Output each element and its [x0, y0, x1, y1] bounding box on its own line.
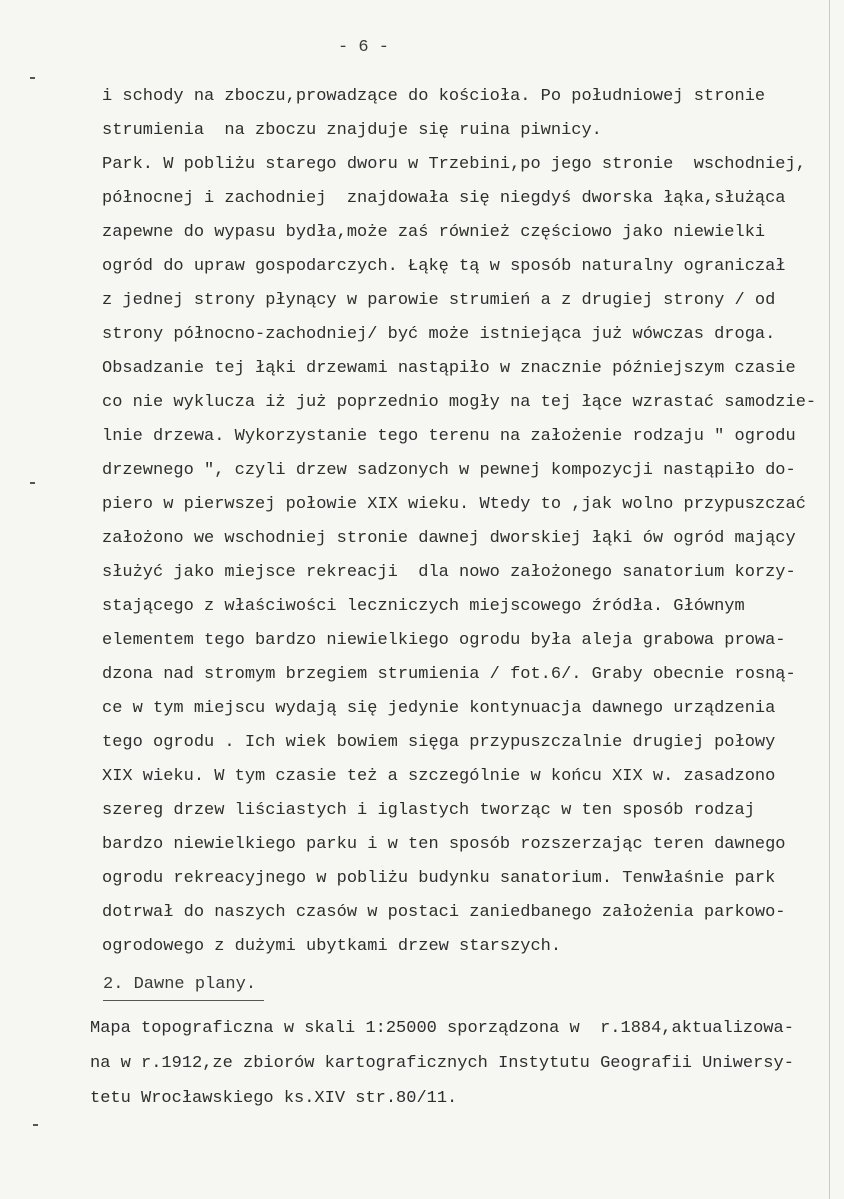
text-line: elementem tego bardzo niewielkiego ogrodu była aleja grabowa prowa- — [102, 631, 786, 650]
text-line: Park. W pobliżu starego dworu w Trzebini,po jego stronie wschodniej, — [102, 155, 806, 174]
text-line: tego ogrodu . Ich wiek bowiem sięga przypuszczalnie drugiej połowy — [102, 733, 776, 752]
section-heading: 2. Dawne plany. — [103, 970, 264, 1001]
text-line: na w r.1912,ze zbiorów kartograficznych Instytutu Geografii Uniwersy- — [90, 1054, 794, 1073]
text-line: ogrodowego z dużymi ubytkami drzew starszych. — [102, 937, 562, 956]
text-line: założono we wschodniej stronie dawnej dworskiej łąki ów ogród mający — [102, 529, 796, 548]
text-line: stającego z właściwości leczniczych miejscowego źródła. Głównym — [102, 597, 745, 616]
text-line: zapewne do wypasu bydła,może zaś również częściowo jako niewielki — [102, 223, 766, 242]
text-line: służyć jako miejsce rekreacji dla nowo założonego sanatorium korzy- — [102, 563, 796, 582]
text-line: lnie drzewa. Wykorzystanie tego terenu na założenie rodzaju " ogrodu — [102, 427, 796, 446]
text-line: ogrodu rekreacyjnego w pobliżu budynku sanatorium. Tenwłaśnie park — [102, 869, 776, 888]
text-line: ce w tym miejscu wydają się jedynie kontynuacja dawnego urządzenia — [102, 699, 776, 718]
scan-mark — [33, 1124, 38, 1126]
text-line: bardzo niewielkiego parku i w ten sposób rozszerzając teren dawnego — [102, 835, 786, 854]
text-line: północnej i zachodniej znajdowała się niegdyś dworska łąka,służąca — [102, 189, 786, 208]
text-line: piero w pierwszej połowie XIX wieku. Wtedy to ,jak wolno przypuszczać — [102, 495, 806, 514]
text-line: strony północno-zachodniej/ być może istniejąca już wówczas droga. — [102, 325, 776, 344]
text-line: tetu Wrocławskiego ks.XIV str.80/11. — [90, 1089, 458, 1108]
body-text — [102, 80, 832, 964]
text-line: drzewnego ", czyli drzew sadzonych w pewnej kompozycji nastąpiło do- — [102, 461, 796, 480]
text-line: XIX wieku. W tym czasie też a szczególnie w końcu XIX w. zasadzono — [102, 767, 776, 786]
text-line: i schody na zboczu,prowadzące do kościoła. Po południowej stronie — [102, 87, 766, 106]
section-text — [90, 1011, 830, 1116]
text-line: strumienia na zboczu znajduje się ruina piwnicy. — [102, 121, 602, 140]
text-line: co nie wyklucza iż już poprzednio mogły na tej łące wzrastać samodzie- — [102, 393, 817, 412]
text-line: Obsadzanie tej łąki drzewami nastąpiło w znacznie późniejszym czasie — [102, 359, 796, 378]
text-line: ogród do upraw gospodarczych. Łąkę tą w sposób naturalny ograniczał — [102, 257, 786, 276]
text-line: szereg drzew liściastych i iglastych tworząc w ten sposób rodzaj — [102, 801, 755, 820]
scan-mark — [30, 482, 35, 484]
text-line: z jednej strony płynący w parowie strumień a z drugiej strony / od — [102, 291, 776, 310]
text-line: dzona nad stromym brzegiem strumienia / fot.6/. Graby obecnie rosną- — [102, 665, 796, 684]
text-line: dotrwał do naszych czasów w postaci zaniedbanego założenia parkowo- — [102, 903, 786, 922]
text-line: Mapa topograficzna w skali 1:25000 sporządzona w r.1884,aktualizowa- — [90, 1019, 794, 1038]
page-number: - 6 - — [338, 38, 390, 57]
scan-mark — [30, 77, 35, 79]
